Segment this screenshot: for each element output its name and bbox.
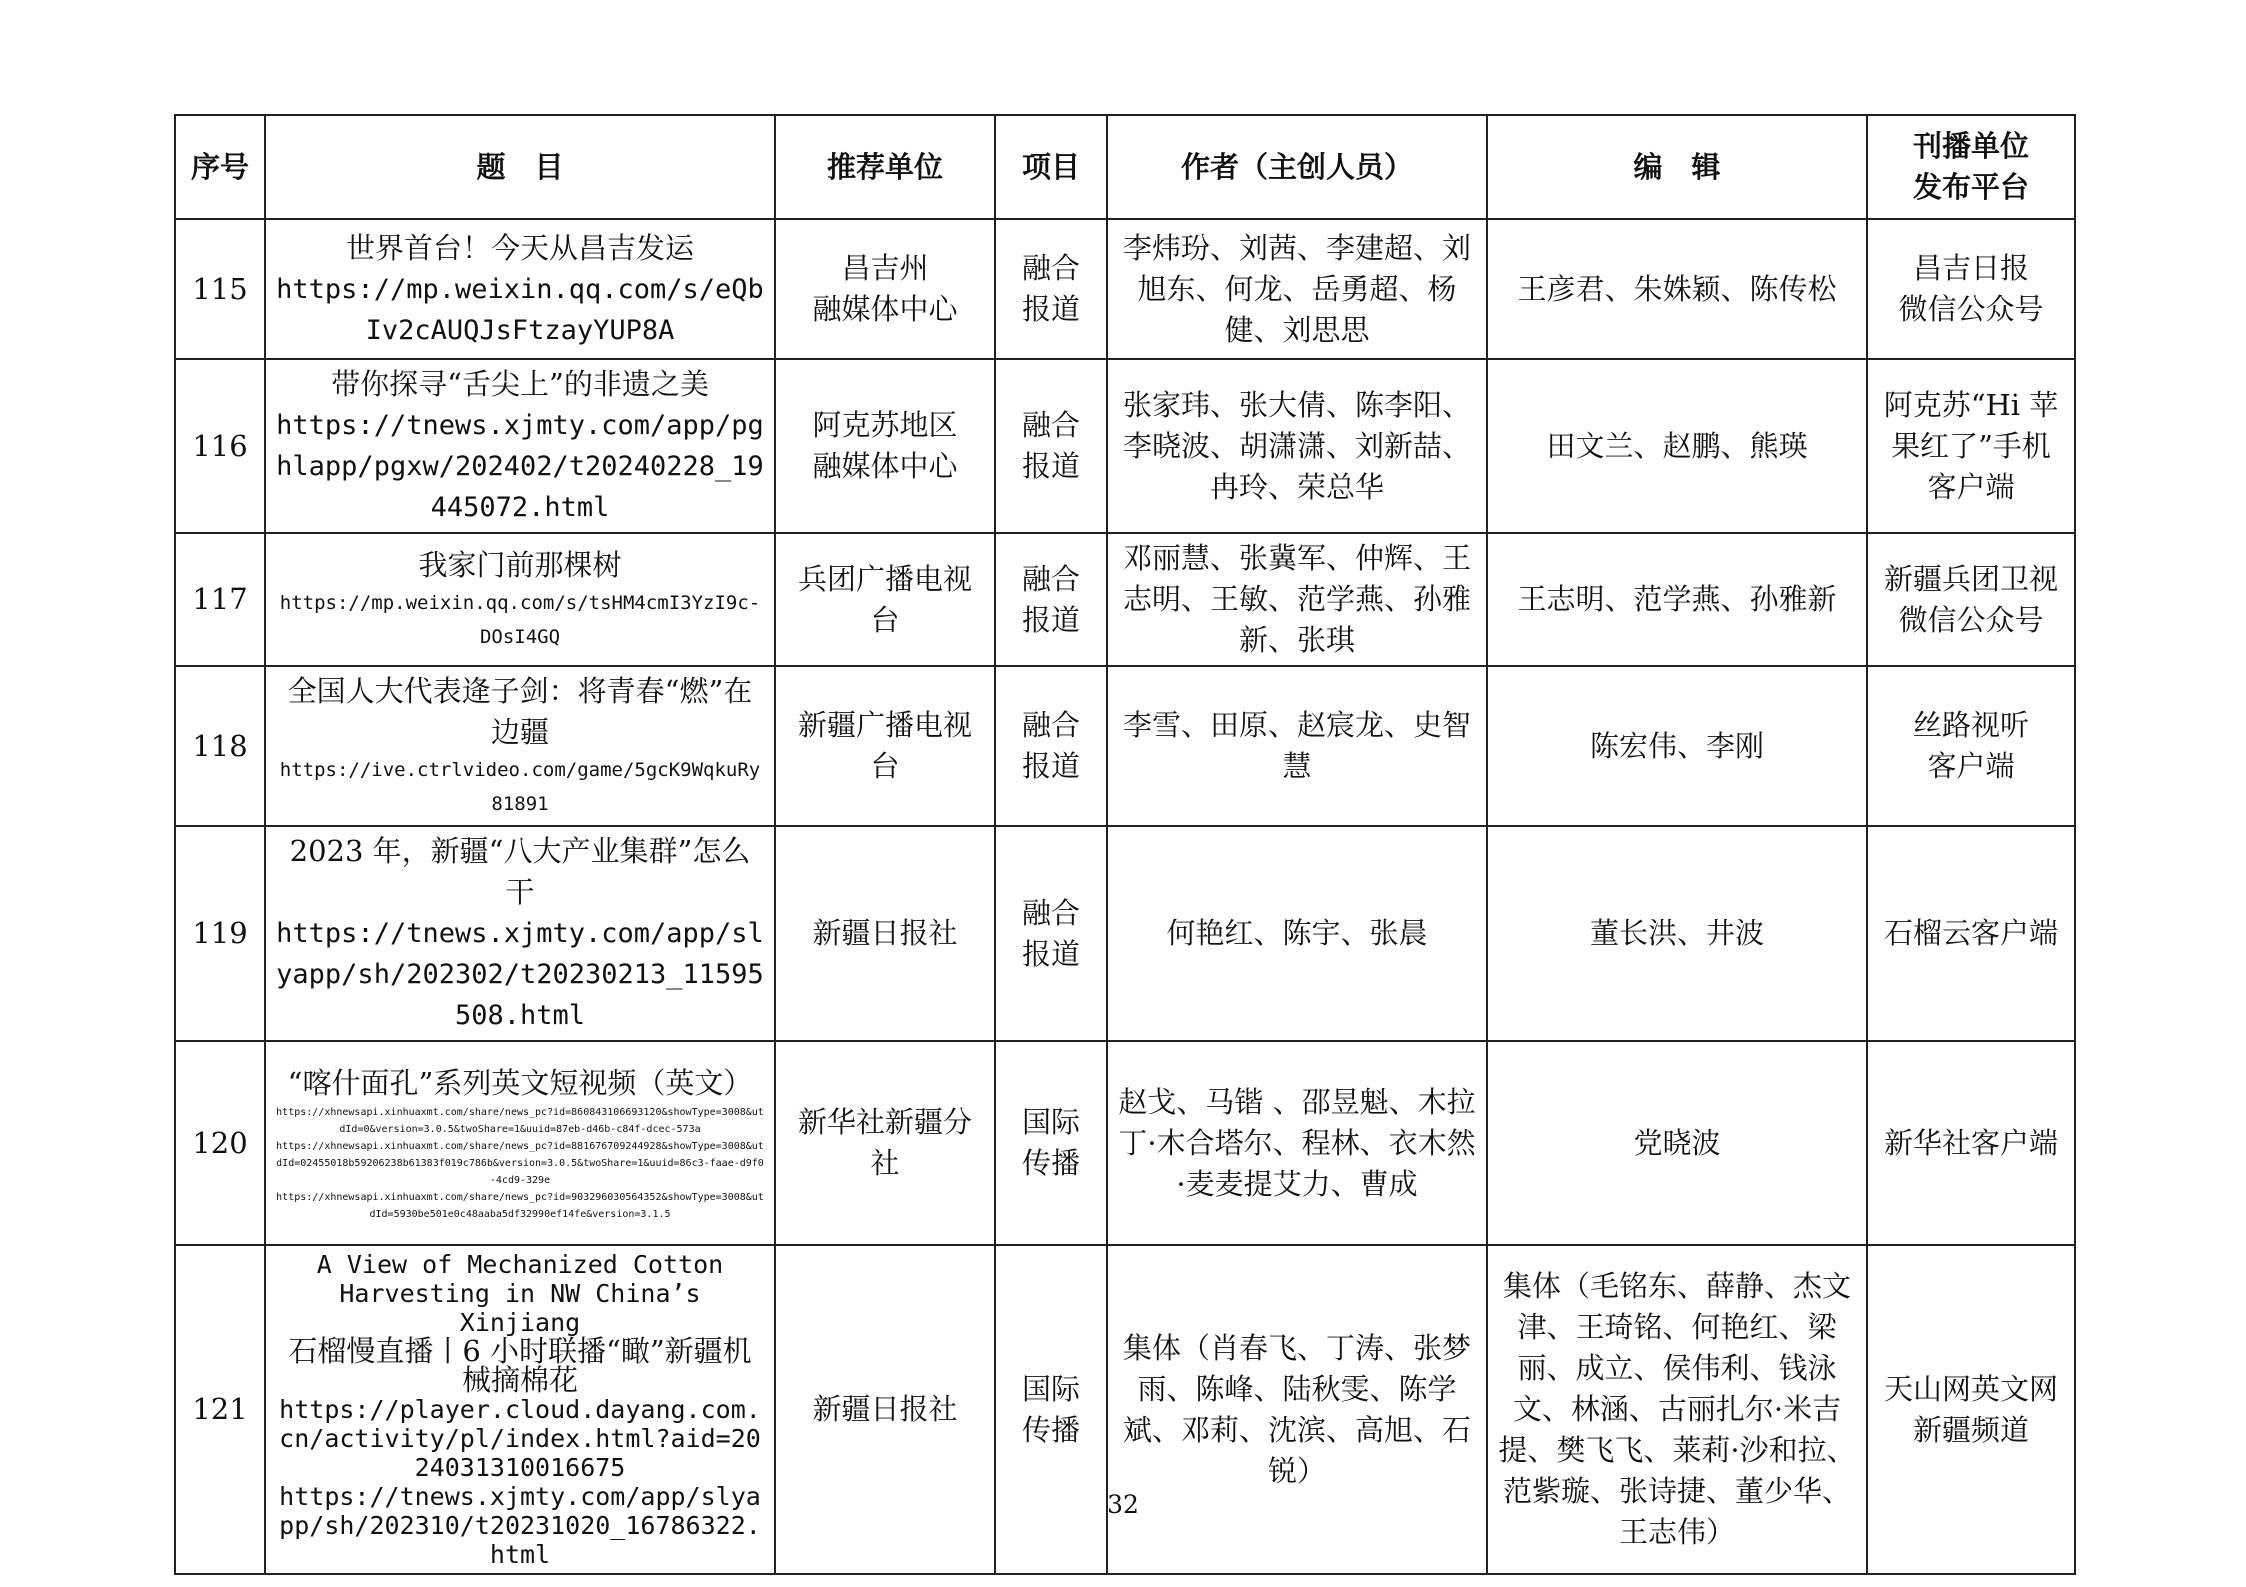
- row-editors: 王彦君、朱姝颖、陈传松: [1487, 219, 1867, 359]
- row-title-cell: [265, 1245, 775, 1574]
- row-url[interactable]: https://xhnewsapi.xinhuaxmt.com/share/news_pc?id=881676709244928&showType=3008&utdId=02455018b59206238b61383f019c786b&version=3.0.5&twoShare=1&uuid=86c3-faae-d9f0-4cd9-329e: [276, 1141, 764, 1186]
- header-authors: 作者（主创人员）: [1107, 115, 1487, 219]
- row-editors: 董长洪、井波: [1487, 826, 1867, 1041]
- row-authors: 李炜玢、刘茜、李建超、刘旭东、何龙、岳勇超、杨健、刘思思: [1107, 219, 1487, 359]
- table-row: [175, 359, 2075, 533]
- row-platform-line1: 昌吉日报: [1912, 251, 2029, 285]
- page-number: 32: [1107, 1490, 1139, 1519]
- table-row: [175, 533, 2075, 666]
- row-number: 115: [175, 219, 265, 359]
- table-row: [175, 826, 2075, 1041]
- row-category-line2: 报道: [1021, 449, 1080, 483]
- row-category: [995, 533, 1107, 666]
- row-editors: 王志明、范学燕、孙雅新: [1487, 533, 1867, 666]
- row-category: [995, 666, 1107, 826]
- row-category-line1: 国际: [1021, 1105, 1080, 1139]
- row-category-line2: 报道: [1021, 936, 1080, 971]
- table-row: [175, 1245, 2075, 1574]
- row-category: [995, 359, 1107, 533]
- row-platform: 石榴云客户端: [1867, 826, 2075, 1041]
- row-unit: 新疆日报社: [775, 826, 995, 1041]
- row-category-line2: 报道: [1021, 602, 1080, 637]
- row-category-line2: 传播: [1021, 1146, 1080, 1180]
- row-authors: 李雪、田原、赵宸龙、史智慧: [1107, 666, 1487, 826]
- header-row: [175, 115, 2075, 219]
- row-authors: 何艳红、陈宇、张晨: [1107, 826, 1487, 1041]
- row-category-line2: 传播: [1021, 1412, 1080, 1447]
- row-platform: 新华社客户端: [1867, 1041, 2075, 1245]
- row-title: 世界首台！今天从昌吉发运: [345, 230, 694, 265]
- row-editors: 集体（毛铭东、薛静、杰文津、王琦铭、何艳红、梁丽、成立、侯伟利、钱泳文、林涵、古丽扎尔·米吉提、樊飞飞、莱莉·沙和拉、范紫璇、张诗捷、董少华、王志伟）: [1487, 1245, 1867, 1574]
- row-platform-line2: 微信公众号: [1898, 292, 2044, 326]
- row-title: 全国人大代表逄子剑：将青春“燃”在边疆: [287, 674, 753, 749]
- row-category-line2: 报道: [1021, 749, 1080, 783]
- row-title-cell: [265, 666, 775, 826]
- row-editors: 党晓波: [1487, 1041, 1867, 1245]
- row-platform-line1: 丝路视听: [1912, 708, 2029, 742]
- row-url[interactable]: https://tnews.xjmty.com/app/slyapp/sh/202302/t20230213_11595508.html: [276, 918, 764, 1031]
- row-authors: 赵戈、马锴 、邵昱魁、木拉丁·木合塔尔、程林、衣木然·麦麦提艾力、曹成: [1107, 1041, 1487, 1245]
- row-platform-line2: 客户端: [1927, 749, 2015, 783]
- table-row: [175, 1041, 2075, 1245]
- row-number: 116: [175, 359, 265, 533]
- row-unit: 新华社新疆分社: [775, 1041, 995, 1245]
- row-title-cell: [265, 533, 775, 666]
- row-category: [995, 1041, 1107, 1245]
- header-no: 序号: [175, 115, 265, 219]
- row-platform-line2: 新疆频道: [1912, 1412, 2029, 1447]
- row-authors: 集体（肖春飞、丁涛、张梦雨、陈峰、陆秋雯、陈学斌、邓莉、沈滨、高旭、石锐）: [1107, 1245, 1487, 1574]
- row-platform: 阿克苏“Hi 苹果红了”手机客户端: [1867, 359, 2075, 533]
- row-unit-line2: 融媒体中心: [812, 449, 958, 483]
- row-number: 119: [175, 826, 265, 1041]
- row-title: 我家门前那棵树: [418, 548, 622, 582]
- row-title-cell: [265, 1041, 775, 1245]
- header-platform: [1867, 115, 2075, 219]
- header-category: 项目: [995, 115, 1107, 219]
- row-number: 121: [175, 1245, 265, 1574]
- row-category-line1: 融合: [1021, 561, 1080, 596]
- row-editors: 陈宏伟、李刚: [1487, 666, 1867, 826]
- row-url[interactable]: https://xhnewsapi.xinhuaxmt.com/share/news_pc?id=860843106693120&showType=3008&utdId=0&version=3.0.5&twoShare=1&uuid=87eb-d46b-c84f-dcec-573a: [276, 1107, 764, 1135]
- row-category-line2: 报道: [1021, 292, 1080, 326]
- row-url[interactable]: https://mp.weixin.qq.com/s/eQbIv2cAUQJsFtzayYUP8A: [276, 273, 764, 346]
- table-row: [175, 666, 2075, 826]
- row-number: 118: [175, 666, 265, 826]
- row-category-line1: 融合: [1021, 708, 1080, 742]
- row-category: [995, 826, 1107, 1041]
- header-editors: 编 辑: [1487, 115, 1867, 219]
- row-title: “喀什面孔”系列英文短视频（英文）: [287, 1066, 753, 1100]
- row-title: 2023 年，新疆“八大产业集群”怎么干: [289, 834, 751, 909]
- row-category: [995, 219, 1107, 359]
- row-title-cell: [265, 359, 775, 533]
- row-title: A View of Mechanized Cotton Harvesting in NW China’s Xinjiang: [316, 1250, 724, 1337]
- row-platform: 新疆兵团卫视微信公众号: [1867, 533, 2075, 666]
- header-platform-line2: 发布平台: [1912, 170, 2029, 204]
- row-authors: 张家玮、张大倩、陈李阳、李晓波、胡潇潇、刘新喆、冉玲、荣总华: [1107, 359, 1487, 533]
- row-category: [995, 1245, 1107, 1574]
- row-platform-line1: 天山网英文网: [1883, 1371, 2058, 1406]
- header-unit: 推荐单位: [775, 115, 995, 219]
- row-unit: 新疆日报社: [775, 1245, 995, 1574]
- row-unit-line1: 阿克苏地区: [812, 408, 958, 442]
- row-platform: [1867, 666, 2075, 826]
- row-url[interactable]: https://ive.ctrlvideo.com/game/5gcK9WqkuRy81891: [279, 759, 761, 815]
- row-number: 117: [175, 533, 265, 666]
- row-platform: [1867, 219, 2075, 359]
- row-platform: [1867, 1245, 2075, 1574]
- row-url[interactable]: https://mp.weixin.qq.com/s/tsHM4cmI3YzI9c-DOsI4GQ: [279, 592, 761, 648]
- row-title-2: 石榴慢直播丨6 小时联播“瞰”新疆机械摘棉花: [288, 1334, 752, 1397]
- row-unit: [775, 359, 995, 533]
- row-number: 120: [175, 1041, 265, 1245]
- awards-table: [174, 114, 2076, 1575]
- header-platform-line1: 刊播单位: [1912, 129, 2029, 163]
- row-url[interactable]: https://tnews.xjmty.com/app/slyapp/sh/202310/t20231020_16786322.html: [279, 1482, 761, 1569]
- row-category-line1: 融合: [1021, 408, 1080, 442]
- table-row: [175, 219, 2075, 359]
- row-category-line1: 融合: [1021, 895, 1080, 930]
- row-title-cell: [265, 219, 775, 359]
- row-unit: 新疆广播电视台: [775, 666, 995, 826]
- row-unit-line2: 融媒体中心: [812, 292, 958, 326]
- row-unit: 兵团广播电视台: [775, 533, 995, 666]
- row-category-line1: 国际: [1021, 1371, 1080, 1406]
- row-title-cell: [265, 826, 775, 1041]
- row-url[interactable]: https://player.cloud.dayang.com.cn/activity/pl/index.html?aid=2024031310016675: [279, 1395, 761, 1482]
- row-authors: 邓丽慧、张冀军、仲辉、王志明、王敏、范学燕、孙雅新、张琪: [1107, 533, 1487, 666]
- row-url[interactable]: https://xhnewsapi.xinhuaxmt.com/share/news_pc?id=903296030564352&showType=3008&utdId=5930be501e0c48aaba5df32990ef14fe&version=3.1.5: [276, 1192, 764, 1220]
- row-unit-line1: 昌吉州: [841, 251, 929, 285]
- row-editors: 田文兰、赵鹏、熊瑛: [1487, 359, 1867, 533]
- row-url[interactable]: https://tnews.xjmty.com/app/pghlapp/pgxw/202402/t20240228_19445072.html: [276, 410, 764, 523]
- row-category-line1: 融合: [1021, 251, 1080, 285]
- row-title: 带你探寻“舌尖上”的非遗之美: [331, 367, 709, 401]
- header-title: 题 目: [265, 115, 775, 219]
- row-unit: [775, 219, 995, 359]
